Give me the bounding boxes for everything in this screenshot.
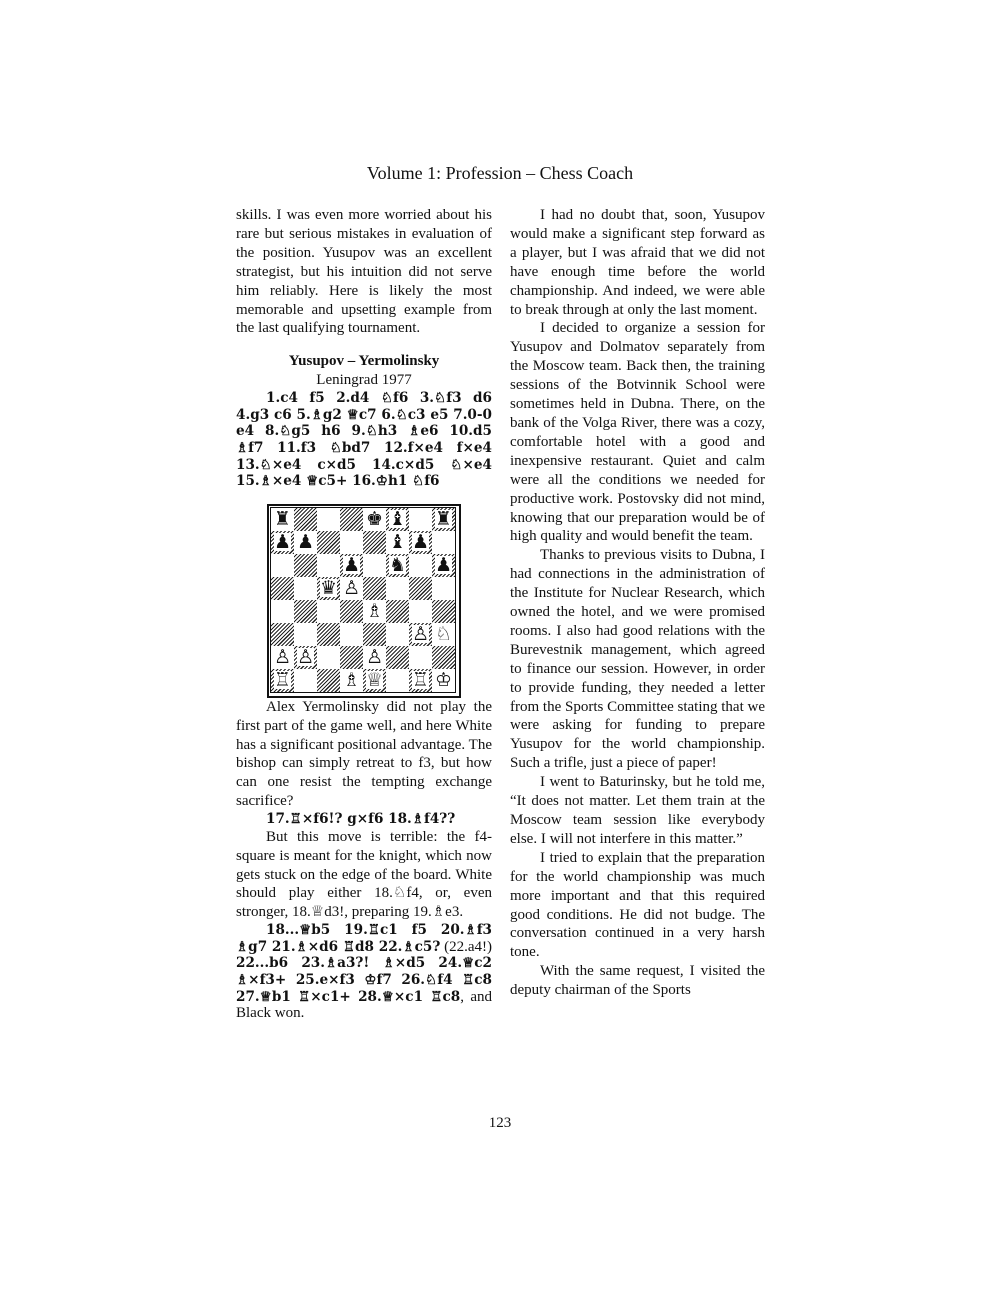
commentary-paragraph-1: Alex Yermolinsky did not play the first part of the game well, and here White has a significant positional advantage. The bishop can simply retreat to f3, but how can one resist the tempting exchange sacrifice? <box>236 698 492 810</box>
square-f2 <box>386 646 409 669</box>
right-paragraph-5: I tried to explain that the preparation for the world championship was much more important and that this required good conditions. He did not budge. The conversation continued in a very harsh tone. <box>510 849 765 961</box>
square-e6 <box>363 554 386 577</box>
chess-piece: ♟ <box>411 531 430 554</box>
square-d3 <box>340 623 363 646</box>
square-c7 <box>317 531 340 554</box>
square-e3 <box>363 623 386 646</box>
right-paragraph-1: I had no doubt that, soon, Yusupov would make a significant step forward as a player, but I was afraid that we did not have enough time before the world championship. And indeed, we were able to break through at only the last moment. <box>510 207 765 318</box>
square-f7 <box>386 531 409 554</box>
chess-piece: ♟ <box>296 530 315 553</box>
intro-paragraph: skills. I was even more worried about his rare but serious mistakes in evaluation of the position. Yusupov was an excellent strategist, but his intuition did not serve him reliably. Here is likely the most memorable and upsetting example from the last qualifying tournament. <box>236 207 492 337</box>
square-h5 <box>432 577 455 600</box>
chess-piece: ♚ <box>365 507 384 530</box>
square-g4 <box>409 600 432 623</box>
square-f3 <box>386 623 409 646</box>
chess-piece: ♛ <box>319 577 338 600</box>
game-heading <box>236 352 492 390</box>
square-b1 <box>294 669 317 692</box>
square-e5 <box>363 577 386 600</box>
chess-piece: ♙ <box>365 645 384 668</box>
square-d5 <box>340 577 363 600</box>
square-g6 <box>409 554 432 577</box>
moves-part-d: , and Black won. <box>236 988 492 1022</box>
right-column <box>510 206 765 1000</box>
chess-piece: ♕ <box>365 669 384 692</box>
square-a8 <box>271 508 294 531</box>
square-h6 <box>432 554 455 577</box>
square-a5 <box>271 577 294 600</box>
chess-piece: ♝ <box>388 508 407 531</box>
chess-piece: ♜ <box>434 508 453 531</box>
square-b2 <box>294 646 317 669</box>
square-h3 <box>432 623 455 646</box>
game-moves-1: 1.c4 f5 2.d4 ♘f6 3.♘f3 d6 4.g3 c6 5.♗g2 ♕c7 6.♘c3 e5 7.0-0 e4 8.♘g5 h6 9.♘h3 ♗e6 10.d5 ♗f7 11.f3 ♘bd7 12.f×e4 f×e4 13.♘×e4 c×d5 14.c×d5 ♘×e4 15.♗×e4 ♕c5+ 16.♔h1 ♘f6 <box>236 390 492 490</box>
square-b8 <box>294 508 317 531</box>
square-h1 <box>432 669 455 692</box>
chess-board <box>270 507 456 693</box>
square-a2 <box>271 646 294 669</box>
chess-piece: ♝ <box>388 530 407 553</box>
chess-piece: ♟ <box>342 554 361 577</box>
square-c6 <box>317 554 340 577</box>
chess-diagram <box>267 504 461 698</box>
square-f8 <box>386 508 409 531</box>
chess-piece: ♖ <box>411 669 430 692</box>
moves-part-b: (22.a4!) <box>440 938 492 955</box>
square-c4 <box>317 600 340 623</box>
square-e4 <box>363 600 386 623</box>
chess-piece: ♗ <box>342 668 361 691</box>
square-a7 <box>271 531 294 554</box>
square-g8 <box>409 508 432 531</box>
chess-piece: ♙ <box>273 645 292 668</box>
square-f1 <box>386 669 409 692</box>
chess-piece: ♔ <box>434 668 453 691</box>
chess-piece: ♜ <box>273 507 292 530</box>
moves-part-c: 22...b6 23.♗a3?! ♗×d5 24.♕c2 ♗×f3+ 25.e×f3 ♔f7 26.♘f4 ♖c8 27.♕b1 ♖×c1+ 28.♕×c1 ♖c8 <box>236 955 492 1005</box>
game-place: Leningrad 1977 <box>316 372 412 389</box>
square-a1 <box>271 669 294 692</box>
square-d4 <box>340 600 363 623</box>
square-f4 <box>386 600 409 623</box>
square-g3 <box>409 623 432 646</box>
square-d1 <box>340 669 363 692</box>
chess-piece: ♙ <box>411 623 430 646</box>
right-paragraph-6: With the same request, I visited the deputy chairman of the Sports <box>510 963 765 999</box>
chess-piece: ♗ <box>365 599 384 622</box>
chess-piece: ♖ <box>273 669 292 692</box>
chess-piece: ♞ <box>388 554 407 577</box>
square-d8 <box>340 508 363 531</box>
square-c3 <box>317 623 340 646</box>
square-g1 <box>409 669 432 692</box>
chess-piece: ♘ <box>434 622 453 645</box>
chess-piece: ♟ <box>434 554 453 577</box>
square-f5 <box>386 577 409 600</box>
square-h2 <box>432 646 455 669</box>
square-g5 <box>409 577 432 600</box>
running-header: Volume 1: Profession – Chess Coach <box>366 163 634 183</box>
square-g2 <box>409 646 432 669</box>
game-title: Yusupov – Yermolinsky <box>288 353 440 370</box>
square-a4 <box>271 600 294 623</box>
chess-piece: ♙ <box>296 646 315 669</box>
square-c1 <box>317 669 340 692</box>
square-b6 <box>294 554 317 577</box>
left-column <box>236 206 492 1022</box>
square-a6 <box>271 554 294 577</box>
square-f6 <box>386 554 409 577</box>
square-b5 <box>294 577 317 600</box>
square-a3 <box>271 623 294 646</box>
square-d6 <box>340 554 363 577</box>
chess-piece: ♟ <box>273 531 292 554</box>
right-paragraph-4: I went to Baturinsky, but he told me, “It does not matter. Let them train at the Moscow team session like everybody else. I will not interfere in this matter.” <box>510 774 765 847</box>
square-c2 <box>317 646 340 669</box>
square-h8 <box>432 508 455 531</box>
square-e2 <box>363 646 386 669</box>
game-moves-2: 17.♖×f6!? g×f6 18.♗f4?? <box>266 811 456 828</box>
moves-part-a: 18...♕b5 19.♖c1 f5 20.♗f3 ♗g7 21.♗×d6 ♖d8 22.♗c5? <box>236 922 492 955</box>
square-e8 <box>363 508 386 531</box>
commentary-paragraph-2: But this move is terrible: the f4-square is meant for the knight, which now gets stuck on the edge of the board. White should play either 18.♘f4, or, even stronger, 18.♕d3!, preparing 19.♗e3. <box>236 828 492 921</box>
square-h7 <box>432 531 455 554</box>
square-c5 <box>317 577 340 600</box>
square-c8 <box>317 508 340 531</box>
square-e7 <box>363 531 386 554</box>
square-b3 <box>294 623 317 646</box>
square-h4 <box>432 600 455 623</box>
square-d7 <box>340 531 363 554</box>
chess-piece: ♙ <box>342 576 361 599</box>
page-number: 123 <box>488 1115 512 1131</box>
square-b4 <box>294 600 317 623</box>
square-d2 <box>340 646 363 669</box>
game-moves-3 <box>236 922 492 1022</box>
right-paragraph-3: Thanks to previous visits to Dubna, I had connections in the administration of the Institute for Nuclear Research, which owned the hotel, and we were promised rooms. I also had good relations with the Burevestnik management, which agreed to finance our session. However, in order to provide funding, they needed a letter from the Sports Committee stating that we were asking for funding to prepare Yusupov for the world championship. Such a trifle, just a piece of paper! <box>510 547 765 772</box>
square-b7 <box>294 531 317 554</box>
square-g7 <box>409 531 432 554</box>
square-e1 <box>363 669 386 692</box>
right-paragraph-2: I decided to organize a session for Yusupov and Dolmatov separately from the Moscow team. Back then, the training sessions of the Botvinnik School were sometimes held in Dubna. There, on the bank of the Volga River, there was a cozy, comfortable hotel with a good and inexpensive restaurant. Quiet and calm were all the conditions we needed for productive work. Postovsky did not mind, knowing that our preparation would be of high quality and would benefit the team. <box>510 320 765 545</box>
